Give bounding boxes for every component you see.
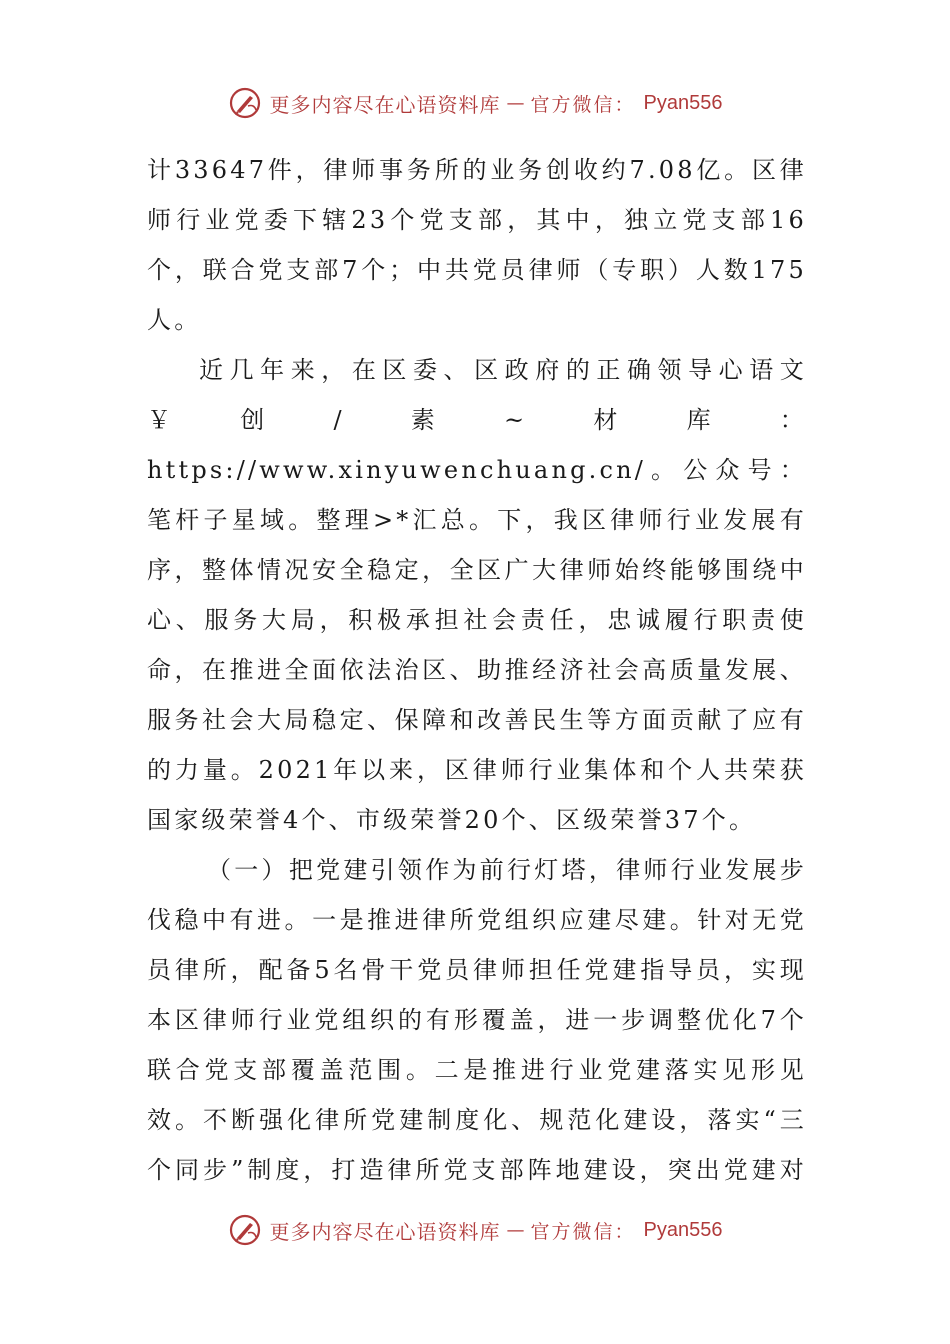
footer-separator: — <box>506 1219 525 1241</box>
header-separator: — <box>506 92 525 114</box>
header-banner <box>0 81 950 125</box>
paragraph-2: 近几年来，在区委、区政府的正确领导心语文￥创/素~材库：https://www.xinyuwenchuang.cn/。公众号：笔杆子星域。整理>*汇总。下，我区律师行业发展有序，整体情况安全稳定，全区广大律师始终能够围绕中心、服务大局，积极承担社会责任，忠诚履行职责使命，在推进全面依法治区、助推经济社会高质量发展、服务社会大局稳定、保障和改善民生等方面贡献了应有的力量。2021年以来，区律师行业集体和个人共荣获国家级荣誉4个、市级荣誉20个、区级荣誉37个。 <box>147 356 807 834</box>
paragraph-3: （一）把党建引领作为前行灯塔，律师行业发展步伐稳中有进。一是推进律所党组织应建尽建。针对无党员律所，配备5名骨干党员律师担任党建指导员，实现本区律师行业党组织的有形覆盖，进一步调整优化7个联合党支部覆盖范围。二是推进行业党建落实见形见效。不断强化律所党建制度化、规范化建设，落实“三个同步”制度，打造律所党支部阵地建设，突出党建对 <box>147 856 807 1184</box>
footer-banner <box>0 1208 950 1252</box>
pen-logo-icon <box>228 1213 262 1247</box>
document-body <box>147 145 807 1195</box>
paragraph-1: 计33647件，律师事务所的业务创收约7.08亿。区律师行业党委下辖23个党支部，其中，独立党支部16个，联合党支部7个；中共党员律师（专职）人数175人。 <box>147 156 807 334</box>
header-wechat-label: 官方微信： <box>530 93 636 116</box>
header-wechat-id: Pyan556 <box>643 91 723 114</box>
footer-brand-text: 更多内容尽在心语资料库 <box>269 1219 501 1244</box>
pen-logo-icon <box>228 86 262 120</box>
footer-wechat-id: Pyan556 <box>643 1218 723 1241</box>
footer-wechat-label: 官方微信： <box>530 1220 636 1243</box>
header-brand-text: 更多内容尽在心语资料库 <box>269 92 501 117</box>
